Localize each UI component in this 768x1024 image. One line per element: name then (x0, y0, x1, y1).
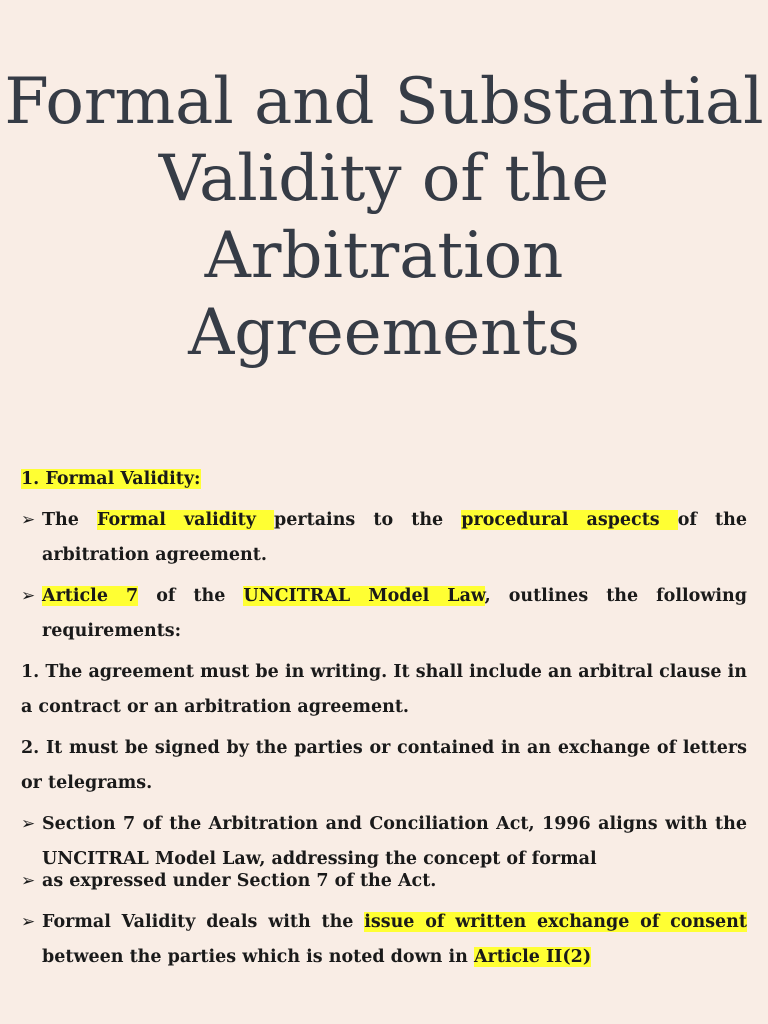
text-run: , outlines the following requirements: (42, 586, 747, 641)
section-heading-text: 1. Formal Validity: (21, 469, 201, 489)
highlighted-text: Formal validity (97, 510, 275, 530)
text-run: Section 7 of the Arbitration and Conciliation Act, 1996 aligns with the UNCITRAL Model Law, addressing the concept of formal (42, 814, 747, 869)
bullet-paragraph-as-expressed (21, 864, 747, 899)
numbered-paragraph-1: 1. The agreement must be in writing. It shall include an arbitral clause in a contract or an arbitration agreement. (21, 662, 747, 717)
text-run: of the arbitration agreement. (42, 510, 747, 565)
arrow-bullet-icon: ➢ (21, 510, 36, 530)
text-run: as expressed under Section 7 of the Act. (42, 871, 437, 891)
title-area (0, 64, 768, 434)
text-run: between the parties which is noted down in (42, 947, 474, 967)
arrow-bullet-icon: ➢ (21, 871, 36, 891)
bullet-paragraph-article-7 (21, 579, 747, 649)
text-run: of the (138, 586, 244, 606)
arrow-bullet-icon: ➢ (21, 814, 36, 834)
bullet-paragraph-written-consent (21, 905, 747, 975)
highlighted-text: procedural aspects (461, 510, 678, 530)
text-run: pertains to the (274, 510, 462, 530)
text-run: Formal Validity deals with the (42, 912, 365, 932)
document-body (21, 462, 747, 981)
numbered-paragraph-2: 2. It must be signed by the parties or contained in an exchange of letters or telegrams. (21, 738, 747, 793)
document-title: Formal and Substantial Validity of the Arbitration Agreements (4, 65, 764, 370)
arrow-bullet-icon: ➢ (21, 586, 36, 606)
bullet-paragraph-formal-validity (21, 503, 747, 573)
text-run: The (42, 510, 97, 530)
highlighted-text: Article II(2) (473, 947, 592, 967)
highlighted-text: issue of written exchange of consent (364, 912, 747, 932)
bullet-paragraph-section-7 (21, 807, 747, 869)
section-heading (21, 462, 747, 497)
arrow-bullet-icon: ➢ (21, 912, 36, 932)
highlighted-text: UNCITRAL Model Law (243, 586, 485, 606)
highlighted-text: Article 7 (42, 586, 139, 606)
